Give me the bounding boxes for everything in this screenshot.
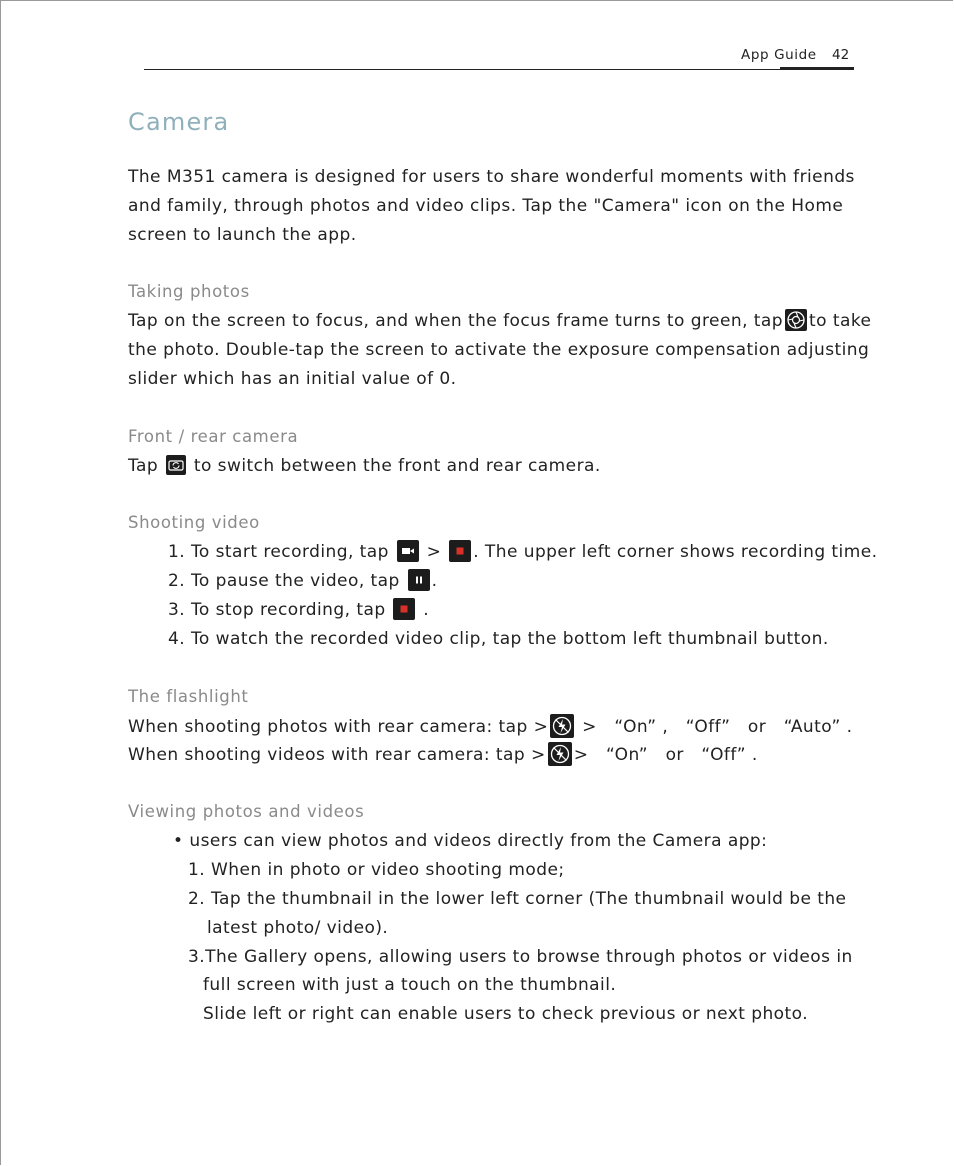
heading-flashlight: The flashlight (128, 687, 249, 706)
shooting-video-item-3 (168, 599, 429, 621)
heading-taking-photos: Taking photos (128, 282, 250, 301)
item-1-text-b: > (426, 542, 442, 562)
viewing-bullet-text: users can view photos and videos directly from the Camera app: (189, 831, 768, 851)
stop-icon (393, 598, 415, 620)
video-camera-icon (397, 540, 419, 562)
record-icon (449, 540, 471, 562)
heading-front-rear-camera: Front / rear camera (128, 427, 299, 446)
page-title: Camera (128, 108, 230, 136)
front-rear-line (128, 455, 601, 477)
header-rule-accent (780, 67, 854, 70)
pause-icon (408, 569, 430, 591)
taking-photos-text-b: to take (809, 311, 872, 331)
item-1-text-c: . The upper left corner shows recording time. (473, 542, 878, 562)
flashlight-line-2-text-a: When shooting videos with rear camera: tap > (128, 745, 546, 765)
shutter-icon (785, 309, 807, 331)
taking-photos-line-3: slider which has an initial value of 0. (128, 369, 457, 389)
flash-icon (550, 714, 574, 738)
flashlight-line-2-text-b: > “On” or “Off” . (573, 745, 758, 765)
front-rear-text-b: to switch between the front and rear camera. (193, 456, 601, 476)
flashlight-line-1-text-a: When shooting photos with rear camera: tap > (128, 717, 549, 737)
item-3-text-b: . (423, 600, 430, 620)
header-rule (144, 69, 854, 70)
viewing-step-2-line-1: 2. Tap the thumbnail in the lower left corner (The thumbnail would be the (188, 889, 847, 909)
flashlight-line-2 (128, 743, 758, 767)
header-page-number: 42 (832, 47, 850, 63)
intro-line-1: The M351 camera is designed for users to share wonderful moments with friends (128, 167, 855, 187)
front-rear-text-a: Tap (128, 456, 159, 476)
item-2-text-a: 2. To pause the video, tap (168, 571, 400, 591)
shooting-video-item-1 (168, 541, 877, 563)
viewing-bullet (173, 830, 767, 852)
flash-icon (548, 742, 572, 766)
viewing-step-3-line-3: Slide left or right can enable users to check previous or next photo. (203, 1004, 809, 1024)
item-2-text-b: . (431, 571, 438, 591)
heading-shooting-video: Shooting video (128, 513, 260, 532)
viewing-step-3-line-2: full screen with just a touch on the thumbnail. (203, 975, 617, 995)
taking-photos-text-a: Tap on the screen to focus, and when the focus frame turns to green, tap (128, 311, 784, 331)
intro-line-2: and family, through photos and video clips. Tap the "Camera" icon on the Home (128, 196, 844, 216)
shooting-video-item-4: 4. To watch the recorded video clip, tap the bottom left thumbnail button. (168, 629, 829, 649)
flashlight-line-1 (128, 715, 852, 739)
heading-viewing-photos-videos: Viewing photos and videos (128, 802, 365, 821)
flashlight-line-1-text-b: > “On” , “Off” or “Auto” . (582, 717, 853, 737)
viewing-step-2-line-2: latest photo/ video). (207, 918, 389, 938)
taking-photos-line-2: the photo. Double-tap the screen to activate the exposure compensation adjusting (128, 340, 870, 360)
item-3-text-a: 3. To stop recording, tap (168, 600, 386, 620)
header-section-label: App Guide (741, 47, 817, 63)
viewing-step-1: 1. When in photo or video shooting mode; (188, 860, 565, 880)
taking-photos-line-1 (128, 310, 871, 332)
shooting-video-item-2 (168, 570, 437, 592)
switch-camera-icon (166, 455, 186, 475)
viewing-step-3-line-1: 3.The Gallery opens, allowing users to browse through photos or videos in (188, 947, 853, 967)
item-1-text-a: 1. To start recording, tap (168, 542, 389, 562)
bullet-mark: • (173, 831, 184, 851)
intro-line-3: screen to launch the app. (128, 225, 357, 245)
